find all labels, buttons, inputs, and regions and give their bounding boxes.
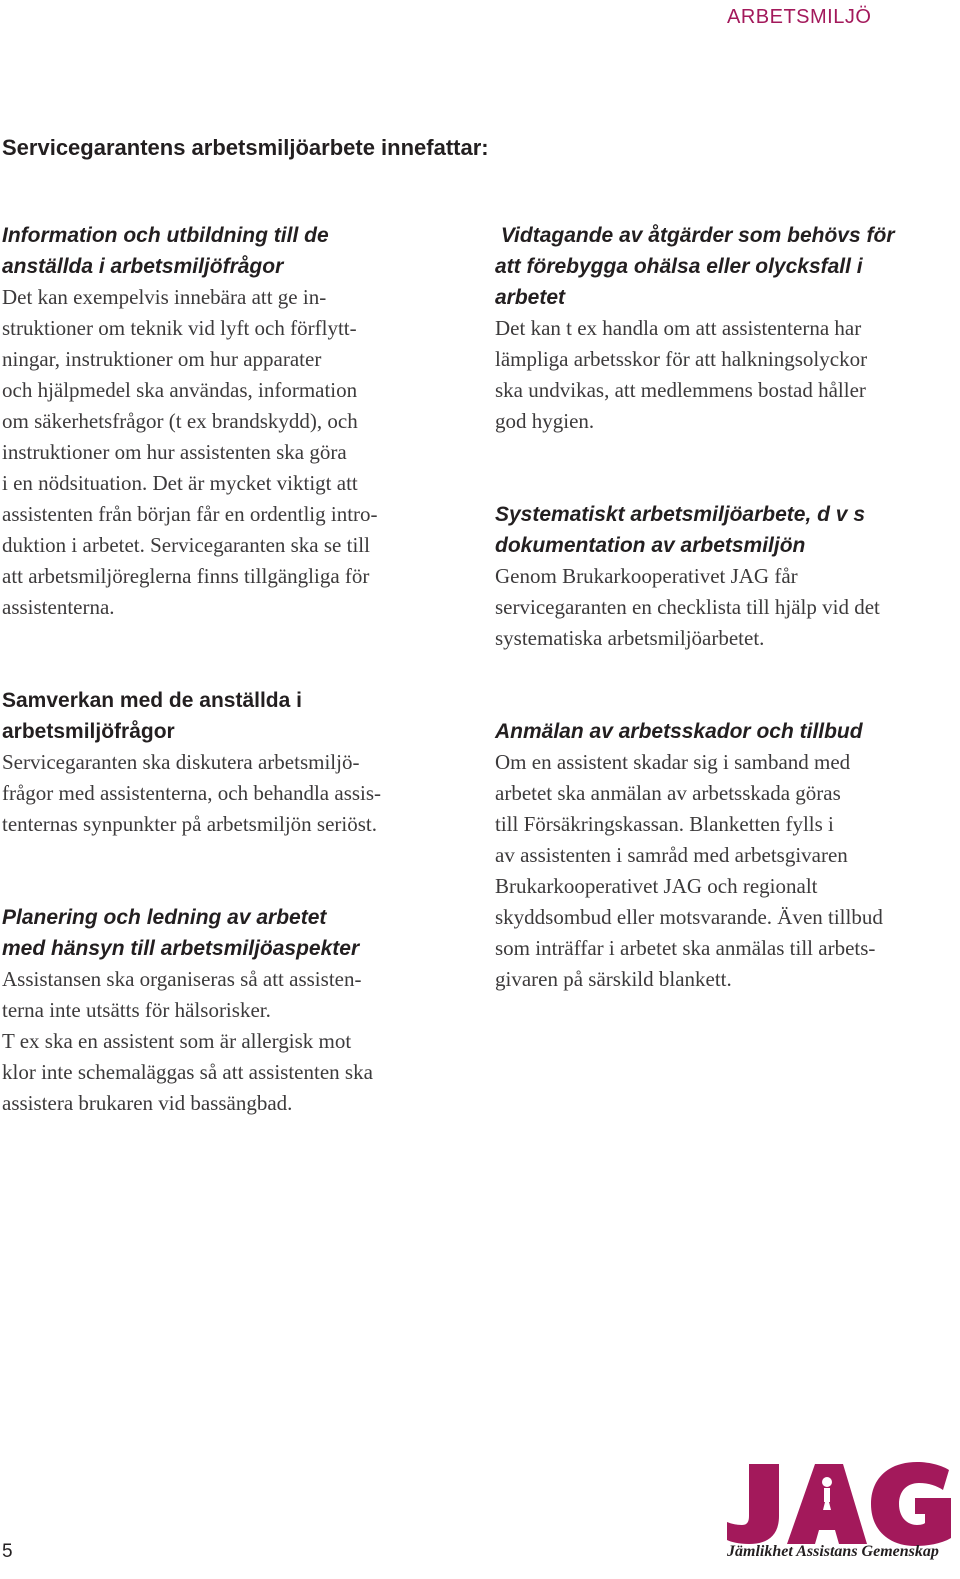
section-heading — [495, 716, 935, 747]
section-heading — [2, 685, 442, 747]
body-line: god hygien. — [495, 409, 595, 433]
section-body — [495, 561, 935, 654]
section-planning — [2, 902, 442, 1119]
section-cooperation — [2, 685, 442, 840]
body-line: ska undvikas, att medlemmens bostad håller — [495, 378, 866, 402]
spacer — [495, 437, 935, 499]
body-line: skyddsombud eller motsvarande. Även tillbud — [495, 905, 883, 929]
body-line: Det kan t ex handla om att assistenterna har — [495, 316, 862, 340]
section-body — [2, 747, 442, 840]
body-line: servicegaranten en checklista till hjälp vid det — [495, 595, 880, 619]
body-line: Brukarkooperativet JAG och regionalt — [495, 874, 818, 898]
body-line: till Försäkringskassan. Blanketten fylls i — [495, 812, 834, 836]
heading-line: arbetsmiljöfrågor — [2, 720, 175, 743]
body-line: assistenterna. — [2, 595, 115, 619]
section-body — [2, 282, 442, 623]
body-line: systematiska arbetsmiljöarbetet. — [495, 626, 765, 650]
body-line: Assistansen ska organiseras så att assisten- — [2, 967, 362, 991]
spacer — [2, 623, 442, 685]
page-title: Servicegarantens arbetsmiljöarbete innefattar: — [2, 135, 489, 160]
logo-person-body — [824, 1488, 830, 1502]
section-heading — [2, 220, 442, 282]
body-line: frågor med assistenterna, och behandla assis- — [2, 781, 382, 805]
body-line: givaren på särskild blankett. — [495, 967, 732, 991]
body-line: ningar, instruktioner om hur apparater — [2, 347, 322, 371]
body-line: terna inte utsätts för hälsorisker. — [2, 998, 271, 1022]
body-line: om säkerhetsfrågor (t ex brandskydd), och — [2, 409, 358, 433]
body-line: Servicegaranten ska diskutera arbetsmiljö- — [2, 750, 360, 774]
heading-line: med hänsyn till arbetsmiljöaspekter — [2, 937, 360, 960]
heading-line: arbetet — [495, 286, 566, 309]
heading-line: Planering och ledning av arbetet — [2, 906, 327, 929]
body-line: struktioner om teknik vid lyft och förflytt- — [2, 316, 357, 340]
body-line: tenternas synpunkter på arbetsmiljön seriöst. — [2, 812, 377, 836]
body-line: klor inte schemaläggas så att assistenten ska — [2, 1060, 373, 1084]
heading-line: Samverkan med de anställda i — [2, 689, 302, 712]
heading-line: dokumentation av arbetsmiljön — [495, 534, 806, 557]
section-body — [2, 964, 442, 1119]
spacer — [495, 654, 935, 716]
section-heading — [2, 902, 442, 964]
logo-letter-a — [787, 1464, 867, 1544]
body-line: arbetet ska anmälan av arbetsskada göras — [495, 781, 841, 805]
body-line: assistenten från början får en ordentlig intro- — [2, 502, 378, 526]
heading-line: att förebygga ohälsa eller olycksfall i — [495, 255, 863, 278]
body-line: Genom Brukarkooperativet JAG får — [495, 564, 798, 588]
heading-line: Information och utbildning till de — [2, 224, 329, 247]
heading-line: anställda i arbetsmiljöfrågor — [2, 255, 284, 278]
body-line: och hjälpmedel ska användas, information — [2, 378, 358, 402]
heading-line: Anmälan av arbetsskador och tillbud — [495, 720, 863, 743]
body-line: assistera brukaren vid bassängbad. — [2, 1091, 293, 1115]
logo-letter-j — [727, 1464, 779, 1544]
heading-line: Systematiskt arbetsmiljöarbete, d v s — [495, 503, 865, 526]
body-line: lämpliga arbetsskor för att halkningsolyckor — [495, 347, 868, 371]
body-line: av assistenten i samråd med arbetsgivaren — [495, 843, 848, 867]
body-line: Det kan exempelvis innebära att ge in- — [2, 285, 327, 309]
body-line: som inträffar i arbetet ska anmälas till arbets- — [495, 936, 876, 960]
section-body — [495, 747, 935, 995]
body-line: duktion i arbetet. Servicegaranten ska se till — [2, 533, 370, 557]
body-line: instruktioner om hur assistenten ska göra — [2, 440, 347, 464]
right-column — [495, 220, 935, 995]
section-body — [495, 313, 935, 437]
section-heading — [495, 499, 935, 561]
logo-letter-g — [871, 1462, 951, 1546]
heading-line: Vidtagande av åtgärder som behövs för — [495, 224, 895, 247]
section-systematic-work — [495, 499, 935, 654]
body-line: att arbetsmiljöreglerna finns tillgängliga för — [2, 564, 370, 588]
page-number: 5 — [2, 1541, 13, 1562]
section-injury-reporting — [495, 716, 935, 995]
body-line: i en nödsituation. Det är mycket viktigt att — [2, 471, 358, 495]
body-line: T ex ska en assistent som är allergisk mot — [2, 1029, 352, 1053]
section-information-training — [2, 220, 442, 623]
logo-person-head — [822, 1477, 832, 1487]
section-tag: ARBETSMILJÖ — [727, 6, 872, 28]
body-line: Om en assistent skadar sig i samband med — [495, 750, 851, 774]
logo-tagline: Jämlikhet Assistans Gemenskap — [727, 1543, 939, 1560]
section-heading — [495, 220, 935, 313]
spacer — [2, 840, 442, 902]
left-column — [2, 220, 442, 1119]
section-preventive-measures — [495, 220, 935, 437]
